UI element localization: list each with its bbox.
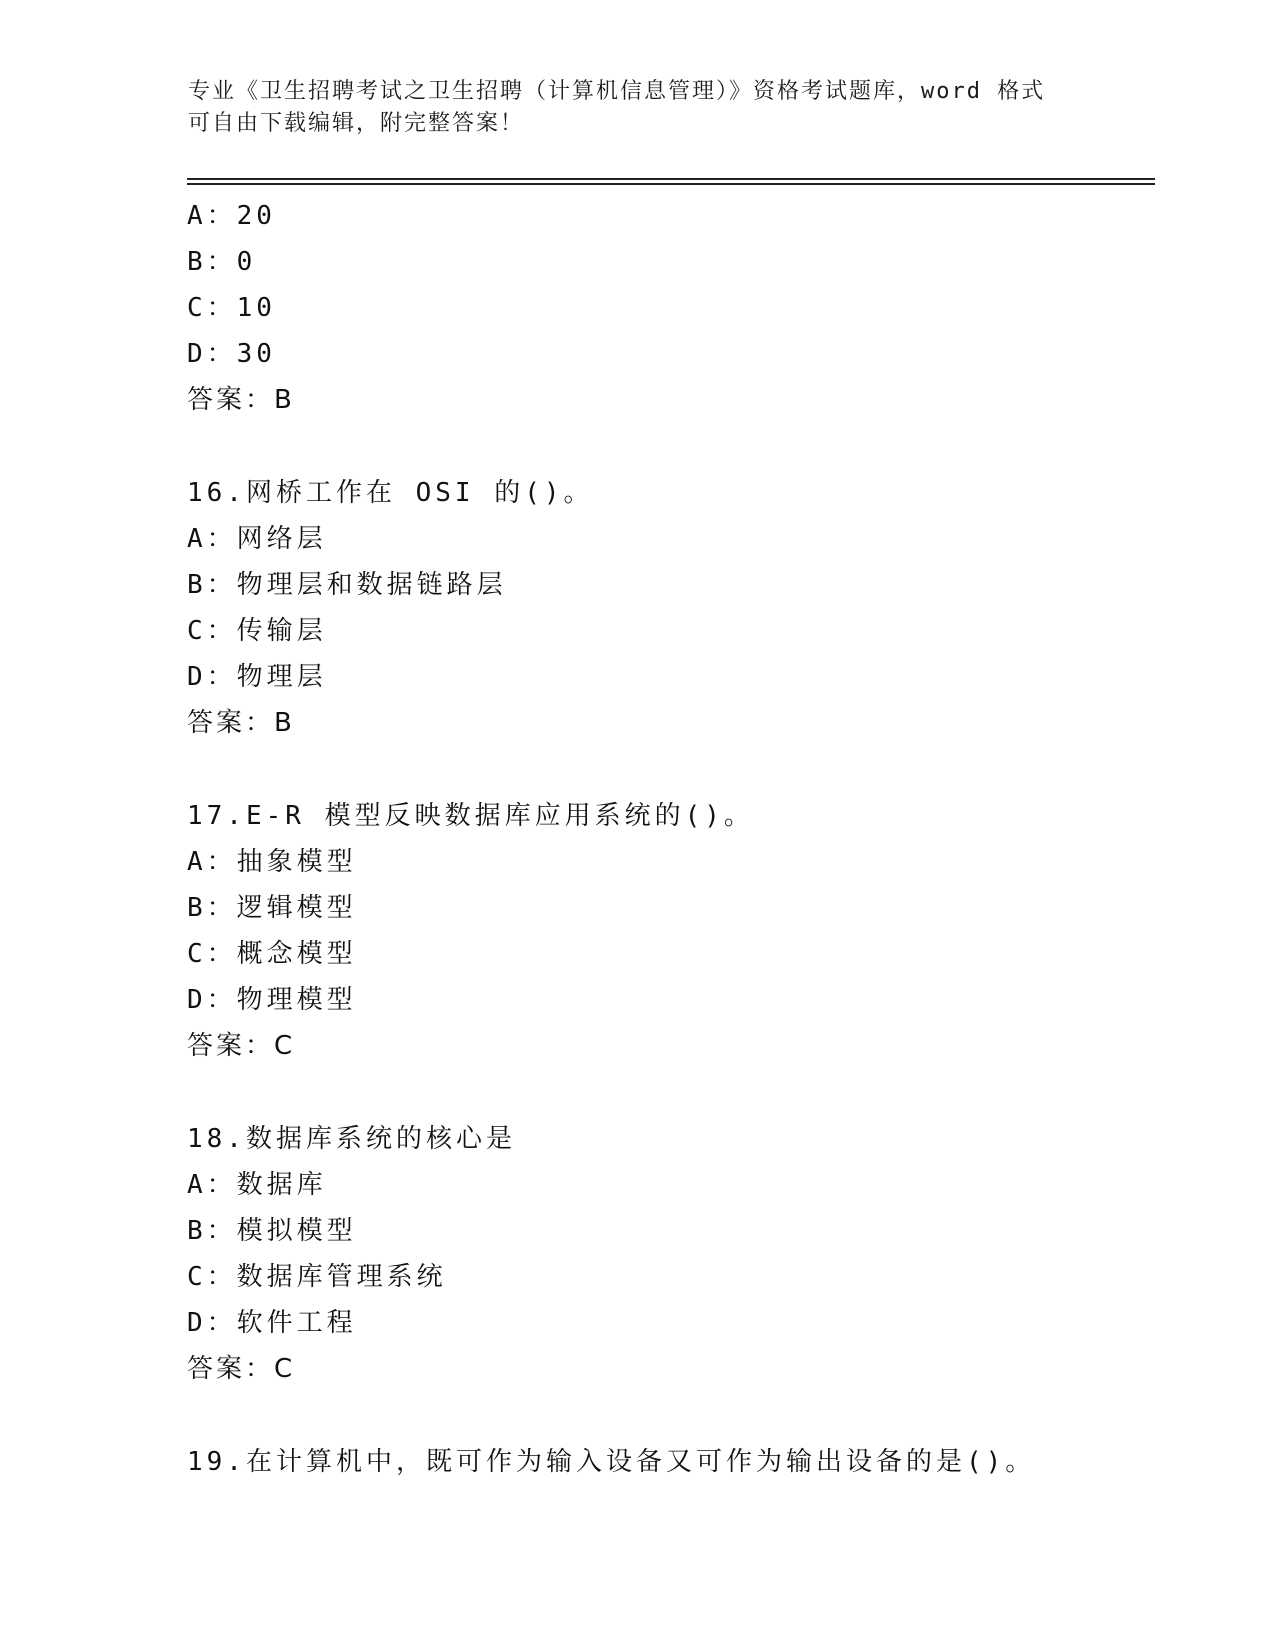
question-list — [187, 193, 1147, 1485]
question-block-16 — [187, 470, 1147, 746]
question-text: 18.数据库系统的核心是 — [187, 1124, 516, 1154]
answer-line: 答案：C — [187, 1031, 296, 1061]
option-b: B：物理层和数据链路层 — [187, 570, 507, 600]
option-b: B：0 — [187, 247, 257, 277]
header-divider-top — [187, 178, 1155, 180]
option-d: D：物理层 — [187, 662, 327, 692]
answer-line: 答案：B — [187, 708, 295, 738]
option-a: A：网络层 — [187, 524, 327, 554]
question-text: 19.在计算机中，既可作为输入设备又可作为输出设备的是()。 — [187, 1447, 1036, 1477]
header-divider-bottom — [187, 183, 1155, 185]
option-a: A：抽象模型 — [187, 847, 357, 877]
option-d: D：软件工程 — [187, 1308, 357, 1338]
option-a: A：20 — [187, 201, 276, 231]
question-block-19 — [187, 1439, 1147, 1485]
question-text: 16.网桥工作在 OSI 的()。 — [187, 478, 594, 508]
header-line-1: 专业《卫生招聘考试之卫生招聘（计算机信息管理）》资格考试题库，word 格式 — [188, 79, 1046, 104]
answer-line: 答案：C — [187, 1354, 296, 1384]
question-block-18 — [187, 1116, 1147, 1392]
option-b: B：模拟模型 — [187, 1216, 357, 1246]
answer-line: 答案：B — [187, 385, 295, 415]
header-line-2: 可自由下载编辑，附完整答案！ — [188, 111, 525, 136]
option-c: C：10 — [187, 293, 276, 323]
document-header — [188, 76, 1088, 140]
question-block-15 — [187, 193, 1147, 423]
option-d: D：30 — [187, 339, 276, 369]
option-c: C：数据库管理系统 — [187, 1262, 447, 1292]
question-block-17 — [187, 793, 1147, 1069]
option-c: C：概念模型 — [187, 939, 357, 969]
question-text: 17.E-R 模型反映数据库应用系统的()。 — [187, 801, 754, 831]
option-a: A：数据库 — [187, 1170, 327, 1200]
option-c: C：传输层 — [187, 616, 327, 646]
option-b: B：逻辑模型 — [187, 893, 357, 923]
option-d: D：物理模型 — [187, 985, 357, 1015]
